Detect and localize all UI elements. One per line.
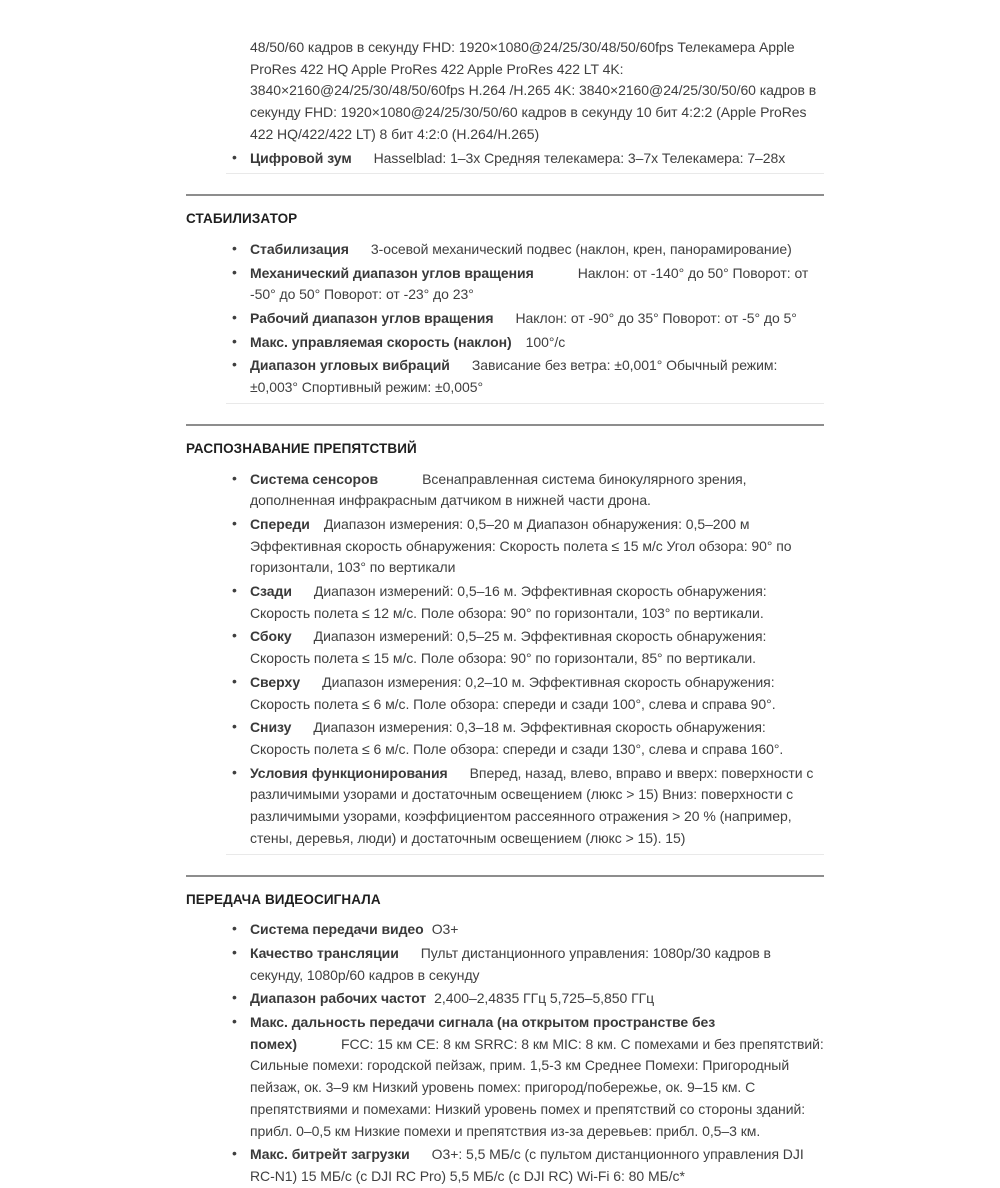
spec-value: FCC: 15 км CE: 8 км SRRC: 8 км MIC: 8 км. С помехами и без препятствий: Сильные помехи: городской пейзаж, прим. 1,5-3 км Среднее Помехи: Пригородный пейзаж, ок. 3–9 км Низкий уровень помех: пригород/побережье, ок. 9–15 км. С препятствиями и помехами: Низкий уровень помех и препятствий со стороны зданий: прибл. 0–0,5 км Низкие помехи и препятствия из-за деревьев: прибл. 0,5–3 км. bbox=[250, 1035, 824, 1139]
spec-item bbox=[250, 308, 824, 330]
section-video-transmission bbox=[186, 875, 824, 1188]
section-title: РАСПОЗНАВАНИЕ ПРЕПЯТСТВИЙ bbox=[186, 440, 417, 456]
spec-label: Условия функционирования bbox=[250, 764, 448, 781]
spec-list bbox=[186, 237, 824, 399]
spec-item bbox=[250, 943, 824, 986]
spec-value: 2,400–2,4835 ГГц 5,725–5,850 ГГц bbox=[434, 990, 655, 1007]
spec-value: Диапазон измерения: 0,2–10 м. Эффективная скорость обнаружения: Скорость полета ≤ 6 м/с. Поле обзора: спереди и сзади 100°, слева и справа 90°. bbox=[250, 673, 776, 712]
spec-item bbox=[250, 1012, 824, 1142]
spec-value: Зависание без ветра: ±0,001° Обычный режим: ±0,003° Спортивный режим: ±0,005° bbox=[250, 357, 778, 396]
spec-label: Сверху bbox=[250, 673, 301, 690]
spec-label: Рабочий диапазон углов вращения bbox=[250, 310, 494, 327]
spec-value: Диапазон измерений: 0,5–16 м. Эффективная скорость обнаружения: Скорость полета ≤ 12 м/с. Поле обзора: 90° по горизонтали, 103° по вертикали. bbox=[250, 583, 767, 621]
spec-list bbox=[186, 467, 824, 850]
spec-label: Макс. дальность передачи сигнала (на открытом пространстве без помех) bbox=[250, 1014, 716, 1052]
section-obstacle-sensing bbox=[186, 424, 824, 855]
spec-item bbox=[250, 672, 824, 715]
spec-item bbox=[250, 469, 824, 512]
spec-item bbox=[250, 355, 824, 398]
spec-item bbox=[250, 717, 824, 760]
spec-label: Механический диапазон углов вращения bbox=[250, 264, 534, 281]
spec-label: Макс. битрейт загрузки bbox=[250, 1146, 410, 1163]
spec-label: Сбоку bbox=[250, 628, 292, 645]
spec-item bbox=[250, 239, 824, 261]
spec-label: Снизу bbox=[250, 719, 292, 736]
spec-label: Сзади bbox=[250, 583, 292, 600]
spec-value: Всенаправленная система бинокулярного зрения, дополненная инфракрасным датчиком в нижней части дрона. bbox=[250, 470, 747, 509]
spec-value: Наклон: от -90° до 35° Поворот: от -5° до 5° bbox=[515, 310, 797, 327]
spec-value: Hasselblad: 1–3x Средняя телекамера: 3–7x Телекамера: 7–28x bbox=[373, 149, 786, 166]
spec-list bbox=[186, 917, 824, 1187]
spec-value: O3+: 5,5 МБ/с (с пультом дистанционного управления DJI RC-N1) 15 МБ/с (с DJI RC Pro) 5,5 МБ/с (с DJI RC) Wi-Fi 6: 80 МБ/с* bbox=[250, 1146, 804, 1184]
intro-spec-list bbox=[186, 146, 824, 170]
spec-label: Качество трансляции bbox=[250, 944, 399, 961]
row-divider bbox=[226, 173, 824, 174]
spec-value: Диапазон измерения: 0,5–20 м Диапазон обнаружения: 0,5–200 м Эффективная скорость обнаружения: Скорость полета ≤ 15 м/с Угол обзора: 90° по горизонтали, 103° по вертикали bbox=[250, 515, 792, 576]
spec-label: Диапазон угловых вибраций bbox=[250, 357, 450, 374]
spec-label: Система сенсоров bbox=[250, 470, 379, 487]
spec-label: Диапазон рабочих частот bbox=[250, 990, 427, 1007]
spec-item bbox=[250, 148, 824, 170]
spec-label: Стабилизация bbox=[250, 240, 349, 257]
spec-item bbox=[250, 332, 824, 354]
spec-label: Макс. управляемая скорость (наклон) bbox=[250, 333, 512, 350]
spec-item bbox=[250, 1144, 824, 1187]
spec-value: Наклон: от -140° до 50° Поворот: от -50° до 50° Поворот: от -23° до 23° bbox=[250, 264, 809, 303]
spec-label: Спереди bbox=[250, 515, 310, 532]
spec-item bbox=[250, 763, 824, 850]
spec-item bbox=[250, 626, 824, 669]
spec-value: O3+ bbox=[431, 921, 459, 938]
intro-continuation-paragraph: 48/50/60 кадров в секунду FHD: 1920×1080@24/25/30/48/50/60fps Телекамера Apple ProRes 422 HQ Apple ProRes 422 Apple ProRes 422 LT 4K: 3840×2160@24/25/30/48/50/60fps H.264 /H.265 4K: 3840×2160@24/25/30/50/60 кадров в секунду FHD: 1920×1080@24/25/30/50/60 кадров в секунду 10 бит 4:2:2 (Apple ProRes 422 HQ/422/422 LT) 8 бит 4:2:0 (H.264/H.265) bbox=[250, 39, 817, 142]
section-title: СТАБИЛИЗАТОР bbox=[186, 211, 298, 227]
spec-value: Диапазон измерения: 0,3–18 м. Эффективная скорость обнаружения: Скорость полета ≤ 6 м/с. Поле обзора: спереди и сзади 130°, слева и справа 160°. bbox=[250, 719, 784, 757]
row-divider bbox=[226, 403, 824, 404]
spec-item bbox=[250, 514, 824, 579]
spec-item bbox=[250, 581, 824, 624]
section-stabilizer bbox=[186, 194, 824, 404]
spec-value: 3-осевой механический подвес (наклон, крен, панорамирование) bbox=[370, 240, 792, 257]
section-title: ПЕРЕДАЧА ВИДЕОСИГНАЛА bbox=[186, 891, 381, 907]
spec-value: 100°/с bbox=[525, 333, 566, 350]
spec-label: Система передачи видео bbox=[250, 921, 424, 938]
spec-item bbox=[250, 263, 824, 306]
spec-label: Цифровой зум bbox=[250, 149, 352, 166]
spec-value: Диапазон измерений: 0,5–25 м. Эффективная скорость обнаружения: Скорость полета ≤ 15 м/с. Поле обзора: 90° по горизонтали, 85° по вертикали. bbox=[250, 628, 767, 667]
spec-item bbox=[250, 919, 824, 941]
spec-value: Пульт дистанционного управления: 1080p/30 кадров в секунду, 1080p/60 кадров в секунду bbox=[250, 944, 771, 983]
row-divider bbox=[226, 854, 824, 855]
spec-value: Вперед, назад, влево, вправо и вверх: поверхности с различимыми узорами и достаточным освещением (люкс > 15) Вниз: поверхности с различимыми узорами, коэффициентом рассеянного отражения > 20 % (например, стены, деревья, люди) и достаточным освещением (люкс > 15). 15) bbox=[250, 764, 814, 846]
spec-item bbox=[250, 988, 824, 1010]
